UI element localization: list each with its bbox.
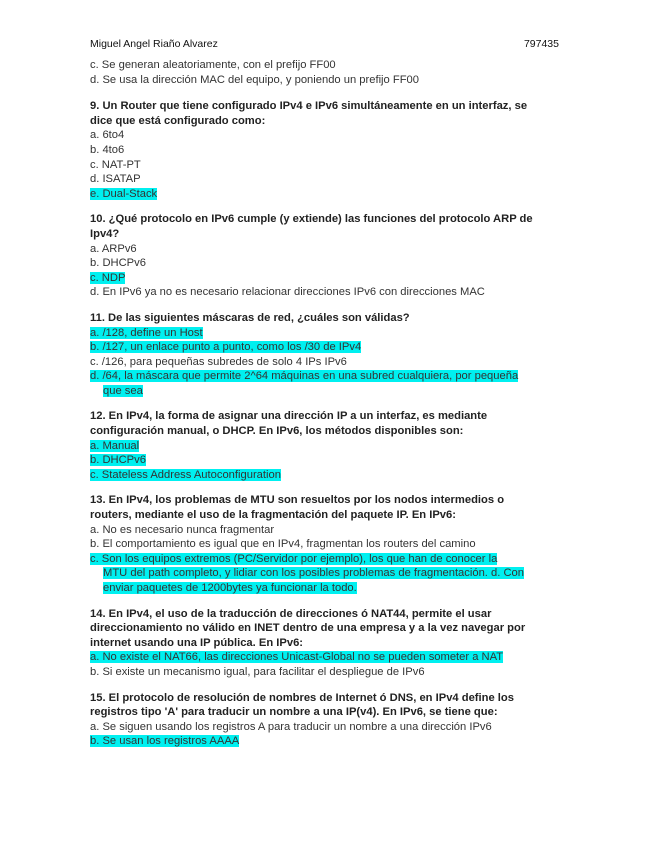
option-highlighted: que sea: [103, 384, 143, 397]
option: c. /126, para pequeñas subredes de solo 4 IPs IPv6: [90, 355, 347, 368]
question-12: [90, 409, 562, 482]
option: b. El comportamiento es igual que en IPv4, fragmentan los routers del camino: [90, 538, 476, 551]
option-highlighted: b. DHCPv6: [90, 454, 146, 467]
question-title: internet usando una IP pública. En IPv6:: [90, 636, 304, 649]
option-highlighted: d. /64, la máscara que permite 2^64 máquinas en una subred cualquiera, por pequeña: [90, 370, 519, 383]
question-title: Ipv4?: [90, 227, 120, 240]
option: a. 6to4: [90, 129, 125, 142]
question-title: registros tipo 'A' para traducir un nombre a una IP(v4). En IPv6, se tiene que:: [90, 706, 498, 719]
option-highlighted: b. Se usan los registros AAAA: [90, 735, 240, 748]
question-13: [90, 493, 562, 595]
option-highlighted: a. /128, define un Host: [90, 326, 203, 339]
question-15: [90, 691, 562, 749]
option-highlighted: c. Stateless Address Autoconfiguration: [90, 468, 281, 481]
document-body: [90, 58, 562, 760]
question-9: [90, 99, 562, 201]
option-highlighted: c. NDP: [90, 271, 126, 284]
option-highlighted: enviar paquetes de 1200bytes ya funcionar la todo.: [103, 582, 357, 594]
option: b. DHCPv6: [90, 257, 146, 270]
question-10: [90, 212, 562, 300]
option-highlighted: e. Dual-Stack: [90, 187, 158, 200]
question-11: [90, 311, 562, 399]
question-title: 10. ¿Qué protocolo en IPv6 cumple (y extiende) las funciones del protocolo ARP de: [90, 213, 533, 226]
question-title: 15. El protocolo de resolución de nombres de Internet ó DNS, en IPv4 define los: [90, 691, 514, 704]
option: a. ARPv6: [90, 242, 137, 255]
option-highlighted: a. Manual: [90, 439, 140, 452]
option: c. NAT-PT: [90, 158, 141, 171]
question-title: 13. En IPv4, los problemas de MTU son resueltos por los nodos intermedios o: [90, 494, 505, 507]
option: a. Se siguen usando los registros A para traducir un nombre a una dirección IPv6: [90, 720, 492, 733]
question-14: [90, 607, 562, 680]
question-title: 14. En IPv4, el uso de la traducción de direcciones ó NAT44, permite el usar: [90, 607, 492, 620]
student-id: 797435: [523, 38, 559, 50]
option-highlighted: c. Son los equipos extremos (PC/Servidor por ejemplo), los que han de conocer la: [90, 552, 498, 565]
question-title: configuración manual, o DHCP. En IPv6, los métodos disponibles son:: [90, 425, 464, 438]
option: d. En IPv6 ya no es necesario relacionar direcciones IPv6 con direcciones MAC: [90, 286, 485, 299]
question-title: 12. En IPv4, la forma de asignar una dirección IP a un interfaz, es mediante: [90, 410, 488, 423]
option: a. No es necesario nunca fragmentar: [90, 523, 275, 536]
question-title: dice que está configurado como:: [90, 114, 266, 127]
author-name: Miguel Angel Riaño Alvarez: [90, 38, 218, 50]
intro-line: c. Se generan aleatoriamente, con el prefijo FF00: [90, 59, 336, 71]
question-title: direccionamiento no válido en INET dentro de una empresa y a la vez navegar por: [90, 622, 526, 635]
option-highlighted: a. No existe el NAT66, las direcciones Unicast-Global no se pueden someter a NAT: [90, 651, 504, 664]
question-title: 9. Un Router que tiene configurado IPv4 e IPv6 simultáneamente en un interfaz, se: [90, 100, 528, 113]
question-title: routers, mediante el uso de la fragmentación del paquete IP. En IPv6:: [90, 509, 456, 522]
option: d. ISATAP: [90, 173, 141, 186]
option: b. Si existe un mecanismo igual, para facilitar el despliegue de IPv6: [90, 665, 425, 678]
question-title: 11. De las siguientes máscaras de red, ¿cuáles son válidas?: [90, 311, 410, 324]
intro-line: d. Se usa la dirección MAC del equipo, y poniendo un prefijo FF00: [90, 73, 419, 86]
option: b. 4to6: [90, 143, 125, 156]
option-highlighted: MTU del path completo, y lidiar con los posibles problemas de fragmentación. d. Con: [103, 567, 524, 580]
page-header: [90, 38, 559, 50]
option-highlighted: b. /127, un enlace punto a punto, como los /30 de IPv4: [90, 341, 362, 354]
